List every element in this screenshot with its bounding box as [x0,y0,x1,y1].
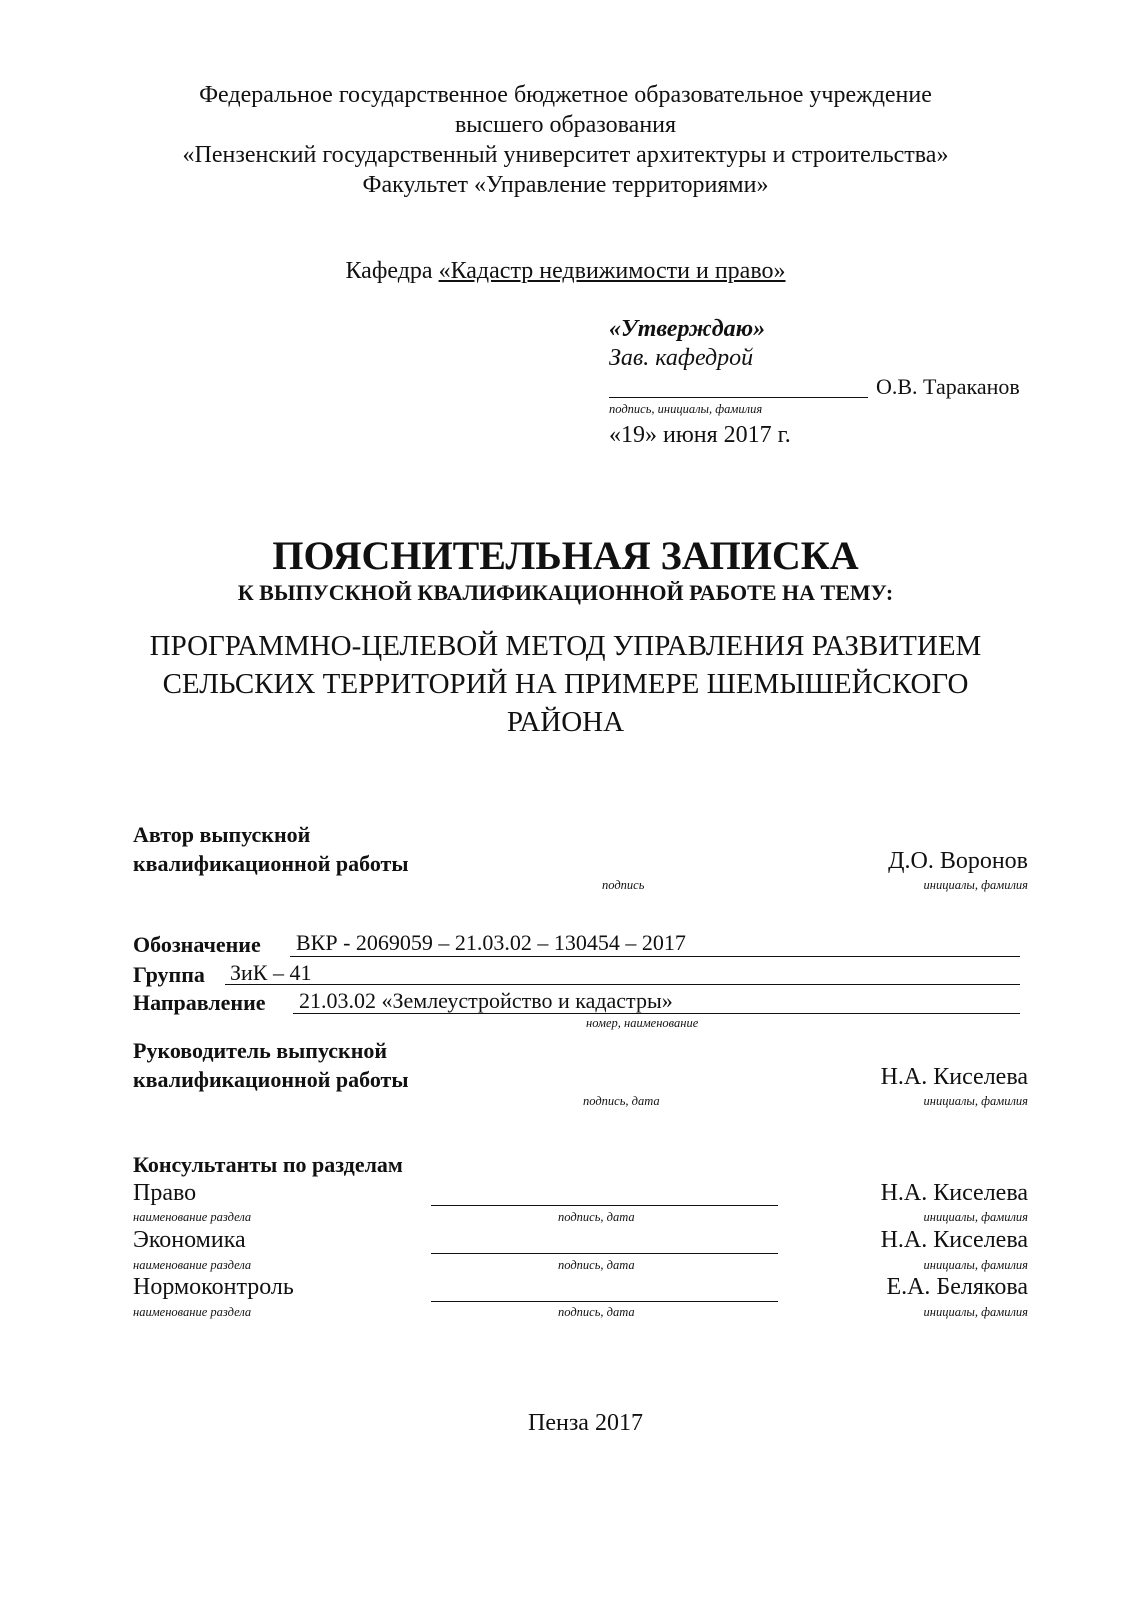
consultant-section-caption: наименование раздела [133,1258,252,1272]
department-line [0,258,1131,285]
group-underline [225,984,1020,985]
city-year: Пенза 2017 [528,1410,643,1436]
department-label: Кафедра [345,258,433,284]
direction-value: 21.03.02 «Землеустройство и кадастры» [299,988,673,1013]
consultant-section: Право [133,1180,197,1206]
consultants-heading: Консультанты по разделам [133,1152,403,1177]
direction-underline [293,1013,1020,1014]
approval-signature-line [609,397,868,398]
topic-line-3: РАЙОНА [506,706,625,738]
direction-caption: номер, наименование [586,1016,699,1030]
consultant-sign-caption: подпись, дата [558,1305,635,1319]
consultant-section-caption: наименование раздела [133,1210,252,1224]
document-title: ПОЯСНИТЕЛЬНАЯ ЗАПИСКА [272,533,859,578]
consultant-name-caption: инициалы, фамилия [923,1258,1028,1272]
author-name-caption: инициалы, фамилия [923,878,1028,892]
author-label-2: квалификационной работы [133,851,409,876]
author-sign-caption: подпись [602,878,645,892]
supervisor-name: Н.А. Киселева [880,1064,1028,1090]
supervisor-sign-caption: подпись, дата [583,1094,660,1108]
topic-line-1: ПРОГРАММНО-ЦЕЛЕВОЙ МЕТОД УПРАВЛЕНИЯ РАЗВИТИЕМ [149,630,982,662]
supervisor-name-caption: инициалы, фамилия [923,1094,1028,1108]
topic-line-2: СЕЛЬСКИХ ТЕРРИТОРИЙ НА ПРИМЕРЕ ШЕМЫШЕЙСКОГО [162,668,969,700]
consultant-name: Е.А. Белякова [886,1274,1028,1300]
approval-caption: подпись, инициалы, фамилия [609,402,763,416]
designation-label: Обозначение [133,932,261,957]
designation-underline [290,956,1020,957]
approval-date: «19» июня 2017 г. [609,422,791,448]
designation-value: ВКР - 2069059 – 21.03.02 – 130454 – 2017 [296,930,686,955]
group-label: Группа [133,962,205,987]
consultant-section: Нормоконтроль [133,1274,294,1300]
consultant-name: Н.А. Киселева [880,1180,1028,1206]
department-name: «Кадастр недвижимости и право» [438,258,786,284]
consultant-section-caption: наименование раздела [133,1305,252,1319]
document-subtitle: К ВЫПУСКНОЙ КВАЛИФИКАЦИОННОЙ РАБОТЕ НА ТЕМУ: [237,580,894,605]
supervisor-label-1: Руководитель выпускной [133,1038,388,1063]
consultant-signature-line [431,1253,778,1254]
consultant-name: Н.А. Киселева [880,1227,1028,1253]
university-name: «Пензенский государственный университет архитектуры и строительства» [182,142,949,168]
author-label-1: Автор выпускной [133,822,311,847]
group-value: ЗиК – 41 [230,960,312,985]
author-name: Д.О. Воронов [888,848,1028,874]
approver-position: Зав. кафедрой [609,345,754,371]
org-line-1: Федеральное государственное бюджетное образовательное учреждение [199,82,932,108]
consultant-signature-line [431,1301,778,1302]
supervisor-label-2: квалификационной работы [133,1067,409,1092]
faculty-name: Факультет «Управление территориями» [362,172,769,198]
org-line-2: высшего образования [454,112,677,138]
direction-label: Направление [133,990,266,1015]
approve-heading: «Утверждаю» [609,316,766,342]
consultant-name-caption: инициалы, фамилия [923,1305,1028,1319]
consultant-section: Экономика [133,1227,246,1253]
consultant-name-caption: инициалы, фамилия [923,1210,1028,1224]
consultant-sign-caption: подпись, дата [558,1258,635,1272]
consultant-sign-caption: подпись, дата [558,1210,635,1224]
approver-name: О.В. Тараканов [876,374,1020,399]
consultant-signature-line [431,1205,778,1206]
